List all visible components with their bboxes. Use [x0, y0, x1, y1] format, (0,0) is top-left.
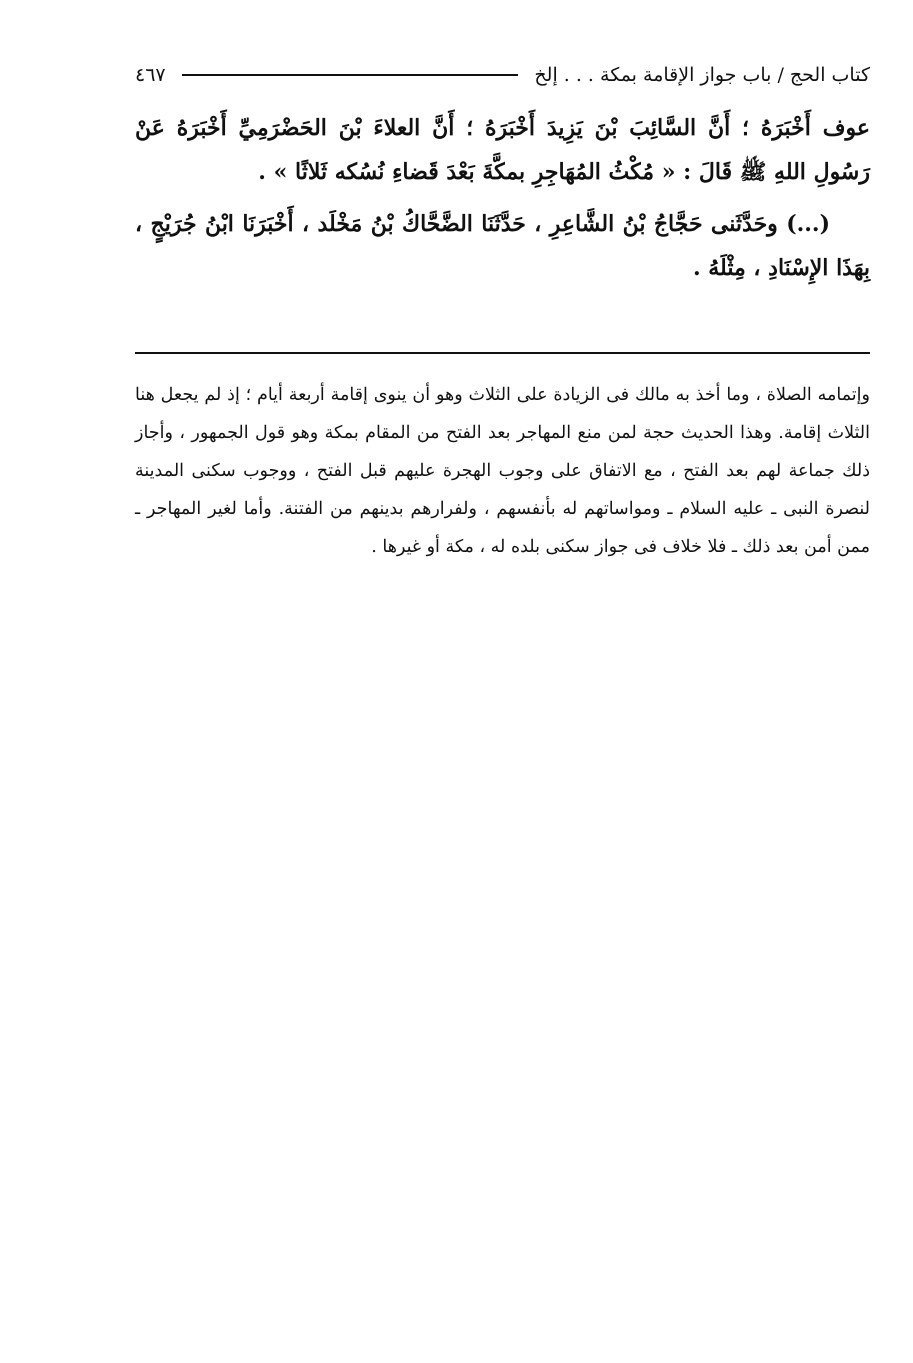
book-page: [135, 58, 870, 557]
header-rule: [182, 74, 519, 76]
hadith-paragraph-isnad: (...) وحَدَّثَنى حَجَّاجُ بْنُ الشَّاعِرِ ، حَدَّثَنَا الضَّحَّاكُ بْنُ مَخْلَد ، أَخْبَرَنَا ابْنُ جُرَيْجٍ ، بِهَذَا الإِسْنَادِ ، مِثْلَهُ .: [135, 211, 870, 281]
main-text: [135, 106, 870, 290]
page-number: ٤٦٧: [135, 64, 166, 86]
hadith-paragraph: عوف أَخْبَرَهُ ؛ أَنَّ السَّائِبَ بْنَ يَزِيدَ أَخْبَرَهُ ؛ أَنَّ العلاءَ بْنَ الحَضْرَمِيِّ أَخْبَرَهُ عَنْ رَسُولِ اللهِ ﷺ قَالَ : « مُكْثُ المُهَاجِرِ بمكَّةَ بَعْدَ قَضاءِ نُسُكه ثَلاثًا » .: [135, 115, 870, 185]
footnote-separator: [135, 352, 870, 354]
running-title: كتاب الحج / باب جواز الإقامة بمكة . . . إلخ: [534, 64, 870, 86]
running-head: [135, 58, 870, 92]
footnote-text: وإتمامه الصلاة ، وما أخذ به مالك فى الزيادة على الثلاث وهو أن ينوى إقامة أربعة أيام ؛ إذ لم يجعل هنا الثلاث إقامة. وهذا الحديث حجة لمن منع المهاجر بعد الفتح من المقام بمكة وهو قول الجمهور ، وأجاز ذلك جماعة لهم بعد الفتح ، مع الاتفاق على وجوب الهجرة عليهم قبل الفتح ، ووجوب سكنى المدينة لنصرة النبى ـ عليه السلام ـ ومواساتهم له بأنفسهم ، ولفرارهم بدينهم من الفتنة. وأما لغير المهاجر ـ ممن أمن بعد ذلك ـ فلا خلاف فى جواز سكنى بلده له ، مكة أو غيرها .: [135, 385, 870, 557]
footnote-block: [135, 376, 870, 566]
